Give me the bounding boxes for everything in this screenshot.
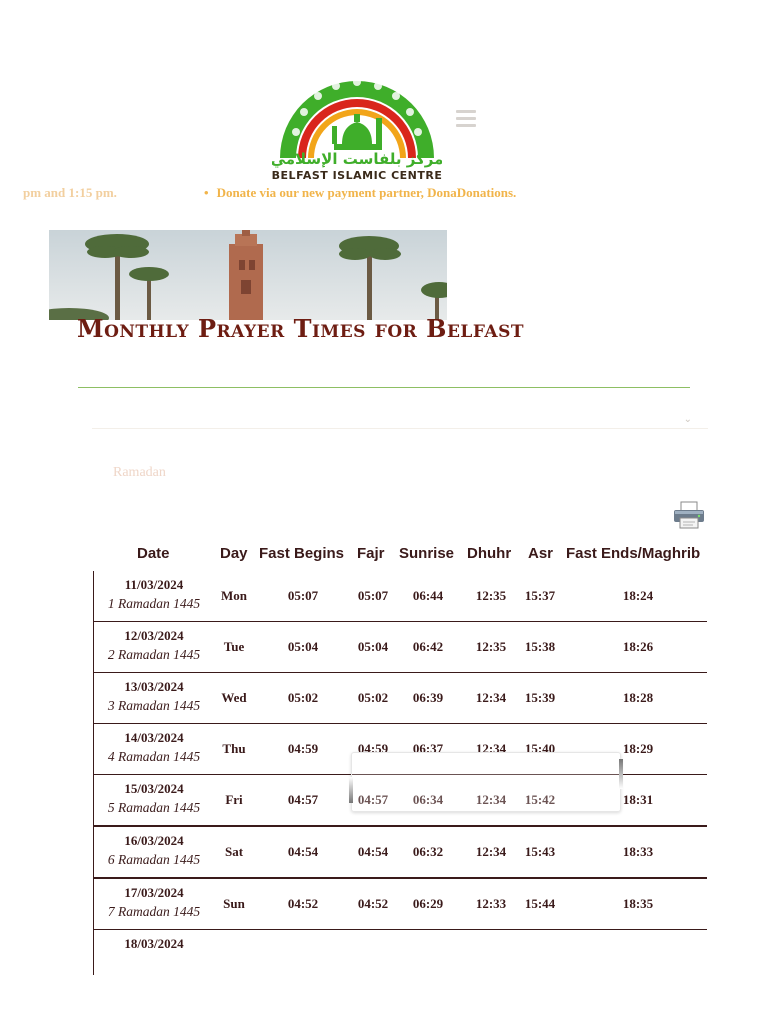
cell-dhuhr: 12:35 bbox=[475, 639, 507, 654]
cell-maghrib: 18:33 bbox=[622, 844, 654, 859]
date-hijri: 6 Ramadan 1445 bbox=[107, 852, 201, 867]
date-hijri: 5 Ramadan 1445 bbox=[107, 800, 201, 815]
table-row bbox=[93, 622, 707, 673]
cell-fast-begins: 04:52 bbox=[287, 896, 319, 911]
donate-link[interactable]: Donate via our new payment partner, DonaDonations. bbox=[216, 185, 517, 200]
bullet-icon: • bbox=[204, 185, 209, 200]
month-heading: Ramadan bbox=[113, 465, 166, 480]
col-header-asr: Asr bbox=[528, 545, 554, 562]
date-gregorian: 13/03/2024 bbox=[124, 679, 184, 694]
month-select[interactable] bbox=[92, 414, 708, 429]
cell-day: Fri bbox=[225, 792, 243, 807]
cell-asr: 15:44 bbox=[524, 896, 556, 911]
date-gregorian: 14/03/2024 bbox=[124, 730, 184, 745]
page-title: Monthly Prayer Times for Belfast bbox=[77, 314, 525, 343]
cell-fast-begins: 05:02 bbox=[287, 690, 319, 705]
table-row bbox=[93, 879, 707, 930]
cell-day: Thu bbox=[222, 741, 246, 756]
cell-asr: 15:43 bbox=[524, 844, 556, 859]
cell-maghrib: 18:24 bbox=[622, 588, 654, 603]
svg-text:BELFAST ISLAMIC CENTRE: BELFAST ISLAMIC CENTRE bbox=[272, 169, 442, 182]
cell-asr: 15:40 bbox=[524, 741, 556, 756]
date-gregorian: 11/03/2024 bbox=[124, 577, 184, 592]
col-header-dhuhr: Dhuhr bbox=[467, 545, 512, 562]
date-gregorian: 12/03/2024 bbox=[124, 628, 184, 643]
cell-maghrib: 18:28 bbox=[622, 690, 654, 705]
cell-fajr: 05:04 bbox=[357, 639, 389, 654]
cell-dhuhr: 12:33 bbox=[475, 896, 507, 911]
cell-dhuhr: 12:35 bbox=[475, 588, 507, 603]
cell-sunrise: 06:32 bbox=[412, 844, 444, 859]
cell-sunrise: 06:42 bbox=[412, 639, 444, 654]
col-header-fajr: Fajr bbox=[357, 545, 385, 562]
printer-icon[interactable] bbox=[672, 501, 706, 529]
cell-fajr: 05:02 bbox=[357, 690, 389, 705]
table-row bbox=[93, 571, 707, 622]
cell-maghrib: 18:26 bbox=[622, 639, 654, 654]
cell-fast-begins: 05:07 bbox=[287, 588, 319, 603]
svg-text:مركز بلفاست الإسلامي: مركز بلفاست الإسلامي bbox=[272, 150, 442, 168]
ticker-item-donate[interactable] bbox=[204, 185, 516, 201]
cell-sunrise: 06:37 bbox=[412, 741, 444, 756]
date-gregorian: 16/03/2024 bbox=[124, 833, 184, 848]
site-logo[interactable] bbox=[272, 60, 442, 182]
table-row bbox=[93, 930, 707, 980]
cell-day: Mon bbox=[221, 588, 247, 603]
date-hijri: 4 Ramadan 1445 bbox=[107, 749, 201, 764]
cell-fast-begins: 04:54 bbox=[287, 844, 319, 859]
cell-day: Sun bbox=[223, 896, 245, 911]
cell-asr: 15:39 bbox=[524, 690, 556, 705]
date-hijri: 2 Ramadan 1445 bbox=[107, 647, 201, 662]
cell-sunrise: 06:34 bbox=[412, 792, 444, 807]
col-header-date: Date bbox=[137, 545, 170, 562]
cell-asr: 15:37 bbox=[524, 588, 556, 603]
cell-dhuhr: 12:34 bbox=[475, 844, 507, 859]
cell-dhuhr: 12:34 bbox=[475, 690, 507, 705]
cell-fast-begins: 04:59 bbox=[287, 741, 319, 756]
date-gregorian: 18/03/2024 bbox=[124, 936, 184, 951]
cell-dhuhr: 12:34 bbox=[475, 792, 507, 807]
title-divider bbox=[78, 387, 690, 388]
cell-day: Tue bbox=[223, 639, 245, 654]
cell-fajr: 04:57 bbox=[357, 792, 389, 807]
cell-asr: 15:38 bbox=[524, 639, 556, 654]
cell-sunrise: 06:44 bbox=[412, 588, 444, 603]
cell-day: Wed bbox=[221, 690, 247, 705]
cell-fajr: 04:52 bbox=[357, 896, 389, 911]
hero-image bbox=[49, 230, 447, 320]
chevron-down-icon[interactable]: ⌄ bbox=[683, 414, 692, 425]
table-row bbox=[93, 673, 707, 724]
date-hijri: 7 Ramadan 1445 bbox=[107, 904, 201, 919]
overlay-right-handle[interactable] bbox=[619, 759, 623, 789]
cell-fajr: 05:07 bbox=[357, 588, 389, 603]
floating-overlay-box[interactable] bbox=[351, 752, 621, 812]
cell-maghrib: 18:35 bbox=[622, 896, 654, 911]
overlay-left-handle[interactable] bbox=[349, 777, 353, 803]
date-hijri: 3 Ramadan 1445 bbox=[107, 698, 201, 713]
cell-maghrib: 18:31 bbox=[622, 792, 654, 807]
cell-fast-begins: 04:57 bbox=[287, 792, 319, 807]
cell-sunrise: 06:29 bbox=[412, 896, 444, 911]
cell-sunrise: 06:39 bbox=[412, 690, 444, 705]
col-header-fast-begins: Fast Begins bbox=[259, 545, 345, 562]
col-header-maghrib: Fast Ends/Maghrib bbox=[566, 545, 701, 562]
date-gregorian: 15/03/2024 bbox=[124, 781, 184, 796]
col-header-day: Day bbox=[220, 545, 248, 562]
hamburger-menu-icon[interactable] bbox=[456, 110, 476, 128]
ticker-item-left: pm and 1:15 pm. bbox=[23, 185, 117, 200]
cell-day: Sat bbox=[224, 844, 244, 859]
cell-asr: 15:42 bbox=[524, 792, 556, 807]
cell-fajr: 04:59 bbox=[357, 741, 389, 756]
cell-fast-begins: 05:04 bbox=[287, 639, 319, 654]
cell-maghrib: 18:29 bbox=[622, 741, 654, 756]
table-row bbox=[93, 827, 707, 879]
col-header-sunrise: Sunrise bbox=[399, 545, 455, 562]
date-gregorian: 17/03/2024 bbox=[124, 885, 184, 900]
cell-fajr: 04:54 bbox=[357, 844, 389, 859]
cell-dhuhr: 12:34 bbox=[475, 741, 507, 756]
date-hijri: 1 Ramadan 1445 bbox=[107, 596, 201, 611]
